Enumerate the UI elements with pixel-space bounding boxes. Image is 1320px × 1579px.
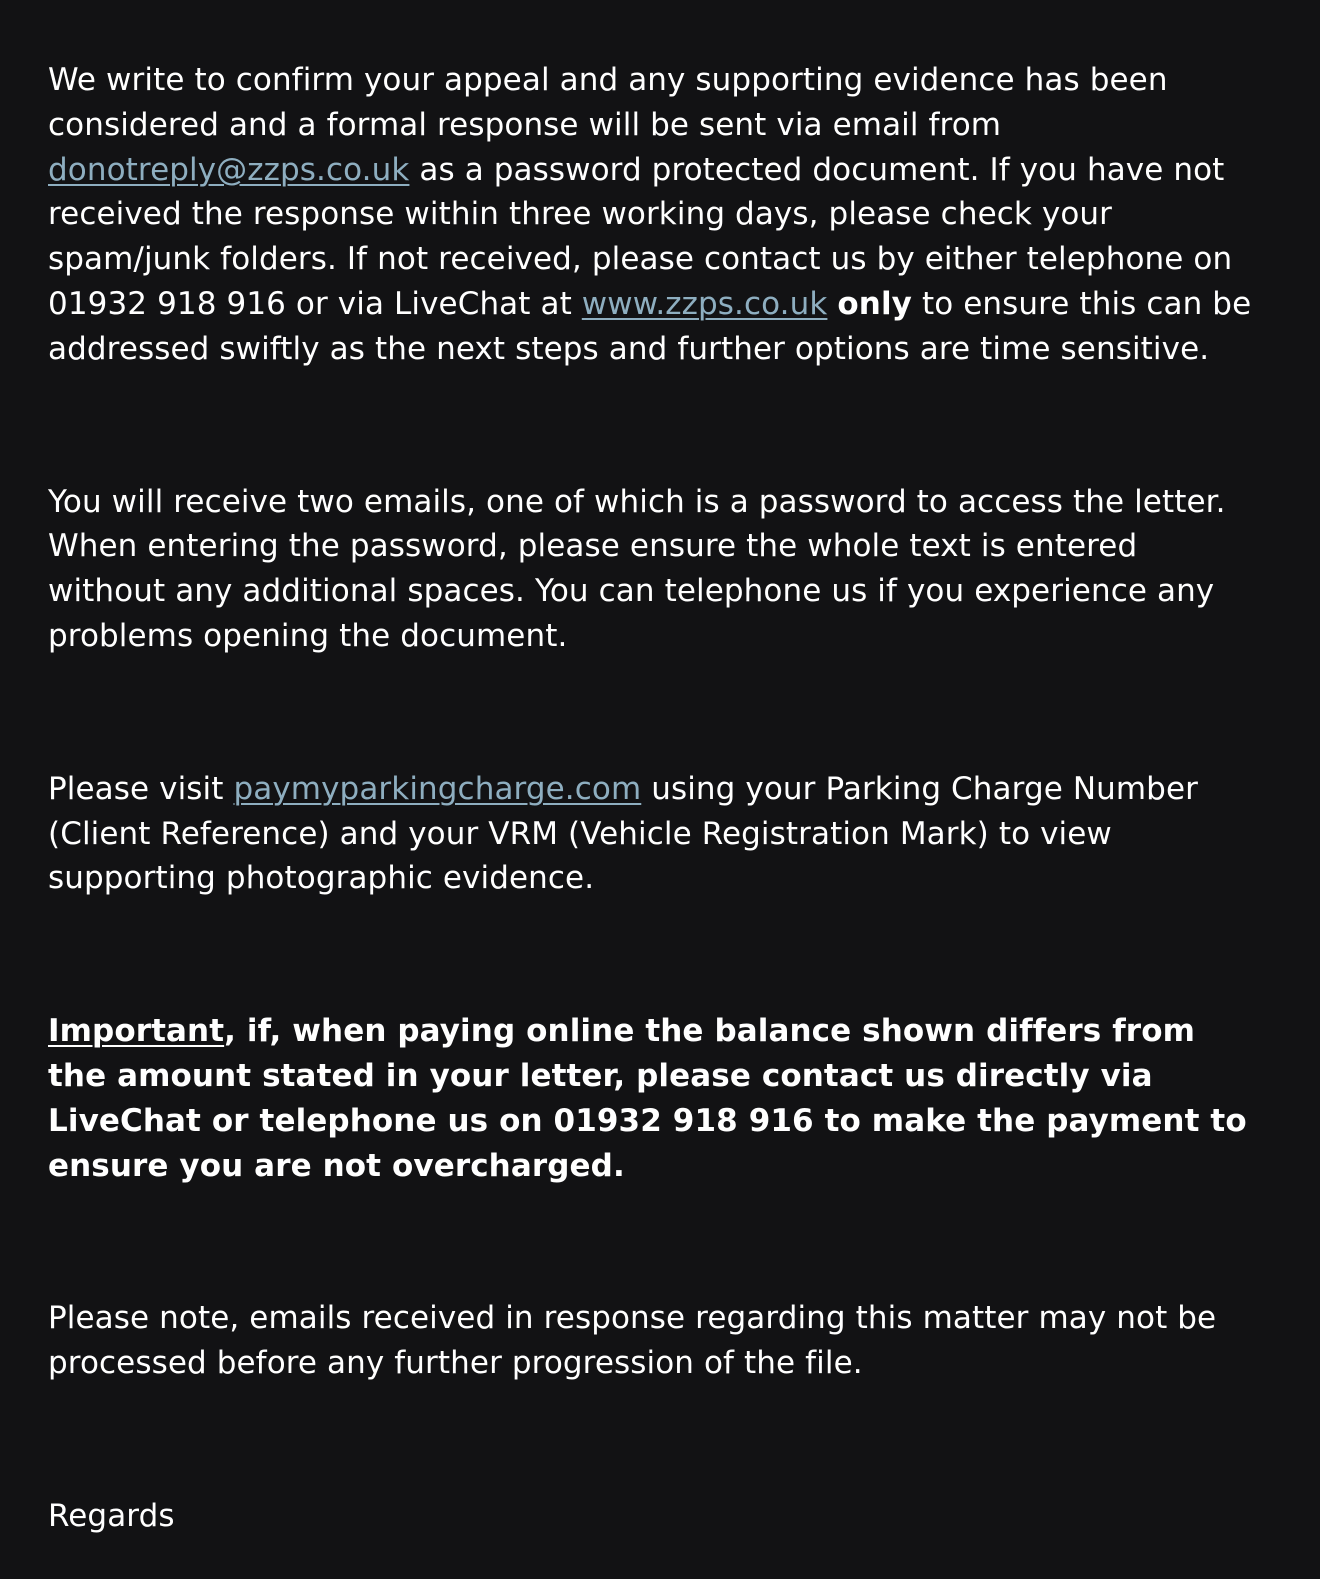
visit-before-text: Please visit bbox=[48, 770, 234, 807]
important-notice-text: , if, when paying online the balance shown differs from the amount stated in your letter, please contact us directly via LiveChat or telephone us on 01932 918 916 to make the payment to ensure you are not overcharged. bbox=[48, 1013, 1247, 1184]
please-note-text: Please note, emails received in response regarding this matter may not be processed before any further progression of the file. bbox=[48, 1300, 1217, 1382]
visit-after-text: using your Parking Charge Number (Client Reference) and your VRM (Vehicle Registration Mark) to view supporting photographic evidence. bbox=[48, 770, 1198, 897]
paymyparkingcharge-link[interactable]: paymyparkingcharge.com bbox=[233, 770, 642, 807]
paragraph-visit-site bbox=[48, 767, 1264, 901]
confirmation-mid-text: as a password protected document. If you have not received the response within three working days, please check your spam/junk folders. If not received, please contact us by either telephone on 01932 918 916 or via LiveChat at bbox=[48, 151, 1233, 322]
confirmation-end-text: to ensure this can be addressed swiftly as the next steps and further options are time sensitive. bbox=[48, 285, 1252, 367]
two-emails-text: You will receive two emails, one of which is a password to access the letter. When entering the password, please ensure the whole text is entered without any additional spaces. You can telephone us if you experience any problems opening the document. bbox=[48, 483, 1226, 654]
paragraph-please-note bbox=[48, 1296, 1264, 1386]
paragraph-two-emails bbox=[48, 480, 1264, 659]
zzps-website-link[interactable]: www.zzps.co.uk bbox=[581, 285, 828, 322]
paragraph-confirmation bbox=[48, 58, 1264, 372]
regards-text: Regards bbox=[48, 1497, 175, 1534]
confirmation-intro-text: We write to confirm your appeal and any supporting evidence has been considered and a formal response will be sent via email from bbox=[48, 62, 1168, 143]
donotreply-email-link[interactable]: donotreply@zzps.co.uk bbox=[48, 151, 410, 188]
paragraph-important-notice bbox=[48, 1009, 1264, 1188]
signoff-regards bbox=[48, 1494, 1264, 1539]
only-emphasis-text: only bbox=[837, 285, 912, 322]
important-label: Important bbox=[48, 1013, 225, 1050]
